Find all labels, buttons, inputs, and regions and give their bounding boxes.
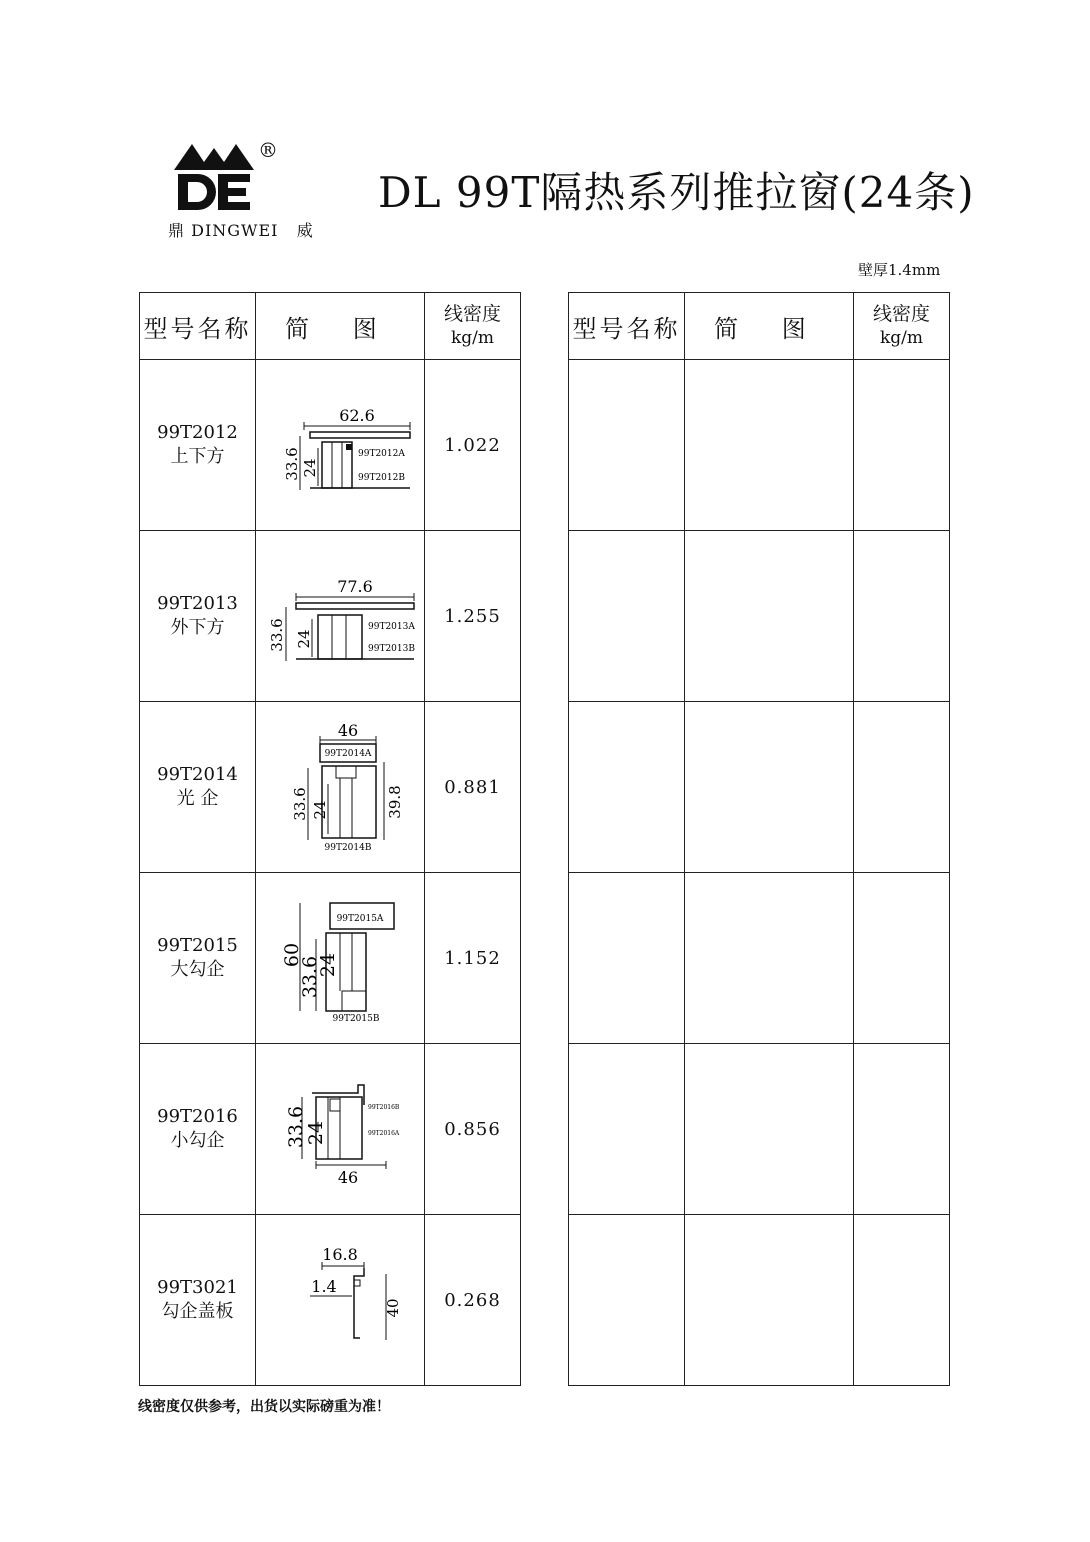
empty-cell — [685, 873, 854, 1044]
table-row — [569, 702, 950, 873]
brand-name: 鼎 DINGWEI 威 — [168, 221, 314, 240]
empty-cell — [854, 1215, 950, 1386]
svg-text:33.6: 33.6 — [291, 787, 309, 821]
model-cell: 99T2012 上下方 — [140, 360, 256, 531]
drawing-cell — [256, 360, 425, 531]
empty-cell — [854, 873, 950, 1044]
table-row — [140, 360, 521, 531]
svg-text:24: 24 — [311, 800, 329, 820]
density-cell: 0.268 — [425, 1215, 521, 1386]
profile-drawing-99T2014 — [260, 722, 420, 852]
empty-cell — [854, 702, 950, 873]
drawing-cell — [256, 702, 425, 873]
empty-cell — [569, 1044, 685, 1215]
model-cell: 99T2013 外下方 — [140, 531, 256, 702]
profile-drawing-99T3021 — [260, 1240, 420, 1360]
page-title: DL 99T隔热系列推拉窗(24条) — [378, 168, 975, 217]
header-drawing: 简 图 — [685, 293, 854, 360]
svg-text:46: 46 — [337, 1168, 359, 1187]
density-cell: 0.856 — [425, 1044, 521, 1215]
empty-cell — [569, 531, 685, 702]
empty-cell — [854, 531, 950, 702]
table-row — [140, 873, 521, 1044]
model-cell: 99T2016 小勾企 — [140, 1044, 256, 1215]
svg-text:33.6: 33.6 — [299, 955, 321, 999]
table-header-row — [140, 293, 521, 360]
header-model-name: 型号名称 — [569, 293, 685, 360]
empty-cell — [569, 1215, 685, 1386]
empty-cell — [685, 360, 854, 531]
svg-text:99T2016B: 99T2016B — [368, 1104, 400, 1111]
table-row — [569, 531, 950, 702]
header-density: 线密度 kg/m — [854, 293, 950, 360]
drawing-cell — [256, 531, 425, 702]
table-row — [140, 1215, 521, 1386]
svg-text:16.8: 16.8 — [322, 1245, 358, 1264]
svg-text:33.6: 33.6 — [268, 618, 286, 652]
empty-cell — [685, 1044, 854, 1215]
table-row — [569, 873, 950, 1044]
table-row — [140, 531, 521, 702]
model-cell: 99T2014 光 企 — [140, 702, 256, 873]
profile-drawing-99T2012 — [260, 390, 420, 500]
empty-cell — [685, 531, 854, 702]
table-row — [569, 1044, 950, 1215]
header-model-name: 型号名称 — [140, 293, 256, 360]
density-cell: 1.255 — [425, 531, 521, 702]
density-cell: 0.881 — [425, 702, 521, 873]
drawing-cell — [256, 1215, 425, 1386]
svg-text:60: 60 — [281, 942, 303, 968]
drawing-cell — [256, 1044, 425, 1215]
table-row — [569, 360, 950, 531]
profile-drawing-99T2013 — [260, 561, 420, 671]
svg-text:99T2012A: 99T2012A — [358, 449, 405, 459]
empty-cell — [854, 1044, 950, 1215]
table-row — [569, 1215, 950, 1386]
table-row — [140, 702, 521, 873]
density-cell: 1.022 — [425, 360, 521, 531]
header-density: 线密度 kg/m — [425, 293, 521, 360]
registered-mark: ® — [258, 138, 278, 162]
brand-logo — [160, 136, 314, 246]
footnote: 线密度仅供参考，出货以实际磅重为准！ — [138, 1399, 390, 1415]
svg-text:1.4: 1.4 — [311, 1277, 337, 1296]
svg-text:99T2013B: 99T2013B — [368, 644, 415, 654]
svg-text:33.6: 33.6 — [283, 447, 301, 481]
profile-table-right — [568, 292, 950, 1386]
svg-text:24: 24 — [305, 1120, 327, 1146]
profile-table-left — [139, 292, 521, 1386]
svg-text:39.8: 39.8 — [386, 785, 404, 819]
svg-text:24: 24 — [301, 458, 319, 478]
profile-drawing-99T2015 — [260, 893, 420, 1023]
svg-text:24: 24 — [295, 629, 313, 649]
svg-text:40: 40 — [384, 1298, 402, 1318]
drawing-cell — [256, 873, 425, 1044]
table-header-row — [569, 293, 950, 360]
svg-text:99T2015B: 99T2015B — [332, 1014, 380, 1023]
svg-text:99T2014A: 99T2014A — [324, 749, 372, 759]
empty-cell — [569, 873, 685, 1044]
svg-text:24: 24 — [317, 952, 339, 978]
model-cell: 99T3021 勾企盖板 — [140, 1215, 256, 1386]
table-row — [140, 1044, 521, 1215]
svg-text:99T2012B: 99T2012B — [358, 473, 405, 483]
svg-text:77.6: 77.6 — [337, 577, 373, 596]
empty-cell — [854, 360, 950, 531]
svg-text:99T2014B: 99T2014B — [324, 843, 372, 852]
empty-cell — [685, 702, 854, 873]
empty-cell — [569, 360, 685, 531]
profile-drawing-99T2016 — [260, 1069, 420, 1189]
svg-text:99T2015A: 99T2015A — [336, 914, 384, 924]
de-monogram-icon — [174, 140, 254, 216]
svg-text:99T2016A: 99T2016A — [368, 1130, 400, 1137]
svg-text:62.6: 62.6 — [339, 406, 375, 425]
header-drawing: 简 图 — [256, 293, 425, 360]
wall-thickness-note: 壁厚1.4mm — [858, 261, 941, 279]
density-cell: 1.152 — [425, 873, 521, 1044]
svg-text:99T2013A: 99T2013A — [368, 622, 415, 632]
empty-cell — [685, 1215, 854, 1386]
svg-text:33.6: 33.6 — [285, 1105, 307, 1149]
svg-text:46: 46 — [337, 722, 359, 740]
model-cell: 99T2015 大勾企 — [140, 873, 256, 1044]
empty-cell — [569, 702, 685, 873]
